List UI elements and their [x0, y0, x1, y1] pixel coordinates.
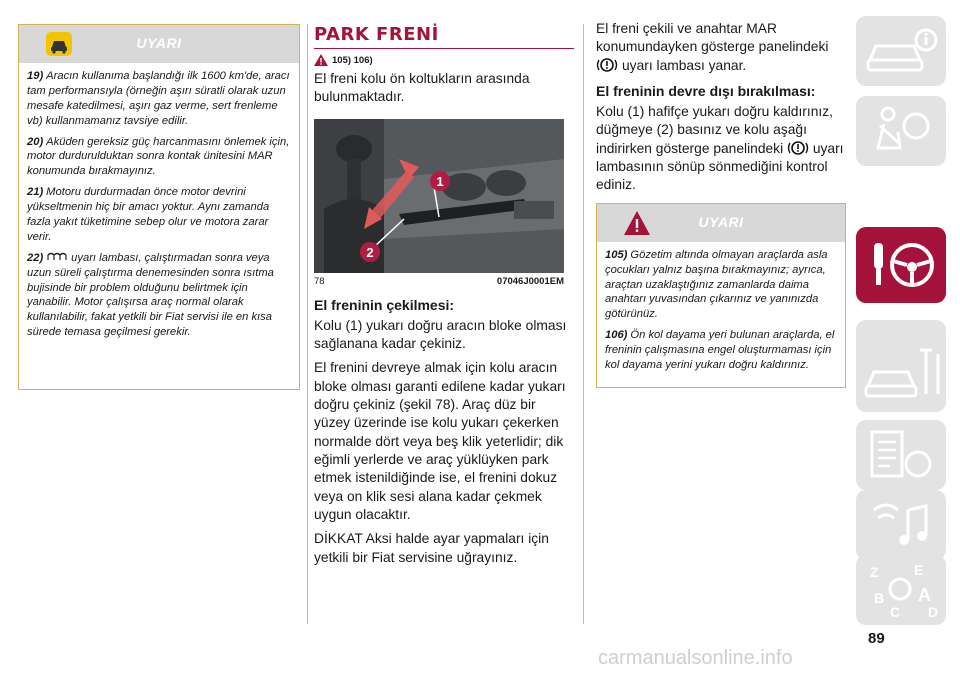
title-rule — [314, 48, 574, 49]
svg-text:D: D — [928, 604, 939, 620]
sub-heading: El freninin devre dışı bırakılması: — [596, 83, 816, 100]
body-paragraph: DİKKAT Aksi halde ayar yapmaları için yetkili bir Fiat servisine uğrayınız. — [314, 531, 549, 565]
column-divider — [307, 24, 308, 624]
intro-text: El freni kolu ön koltukların arasında bulunmaktadır. — [314, 71, 530, 105]
warning-item: 20) Aküden gereksiz güç harcanmasını önlemek için, motor durdurulduktan sonra kontak ünitesini MAR konumunda bırakmayınız. — [27, 135, 290, 178]
warning-header — [597, 204, 845, 242]
figure-code: 07046J0001EM — [496, 275, 564, 287]
body-paragraph: Kolu (1) yukarı doğru aracın bloke olması sağlanana kadar çekiniz. — [314, 317, 567, 352]
airbag-seatbelt-icon — [856, 96, 946, 166]
svg-text:A: A — [918, 585, 931, 605]
handbrake-figure — [314, 119, 564, 273]
nav-tab-index[interactable] — [856, 555, 946, 625]
warning-item: 19) Aracın kullanıma başlandığı ilk 1600 km'de, aracı tam performansıyla (örneğin aşırı süratli olarak uzun mesafe katedilmesi, aşırı gaz verme, sert frenleme vb) kullanmamanız tavsiye edilir. — [27, 70, 290, 127]
right-column — [596, 20, 846, 388]
warning-body — [19, 63, 299, 354]
warning-box-right — [596, 203, 846, 388]
nav-tab-safety[interactable] — [856, 96, 946, 166]
handbrake-illustration — [314, 119, 564, 273]
warning-header — [19, 25, 299, 63]
body-paragraph: El freni çekili ve anahtar MAR konumundayken gösterge panelindeki uyarı lambası yanar. — [596, 21, 829, 73]
warning-title: UYARI — [136, 35, 182, 51]
warning-item: 106) Ön kol dayama yeri bulunan araçlarda, el freninin çalışmasına engel oluşturmaması için kol dayama yerini yukarı doğru kaldırınız. — [605, 329, 835, 371]
nav-tab-specs[interactable] — [856, 420, 946, 490]
car-info-icon — [856, 16, 946, 86]
body-paragraph: Kolu (1) hafifçe yukarı doğru kaldırınız, düğmeye (2) basınız ve kolu aşağı indirirken gösterge panelindeki uyarı lambasının sönüp sönmediğini kontrol ediniz. — [596, 104, 844, 193]
brake-warning-icon — [596, 57, 618, 73]
body-paragraph: El frenini devreye almak için kolu aracın bloke olması garanti edilene kadar yukarı doğru çekiniz (şekil 78). Araç düz bir yüzey üzerinde ise kolu yukarı çekerken normalde dört veya beş klik yeterlidir; dik eğimli yerlerde ve araç yüklüyken park etmek istenildiğinde ise, el frenini dokuz veya on klik sesi alana kadar çekmek uygun olacaktır. — [314, 360, 566, 523]
warning-body — [597, 242, 845, 387]
sub-heading: El freninin çekilmesi: — [314, 296, 455, 313]
key-steering-wheel-icon — [856, 227, 946, 303]
brake-warning-icon — [787, 140, 809, 156]
svg-text:B: B — [874, 590, 885, 606]
warning-title: UYARI — [698, 213, 744, 230]
media-music-icon — [856, 490, 946, 560]
glow-plug-icon — [46, 251, 68, 262]
column-divider — [583, 24, 584, 624]
nav-tab-service[interactable] — [856, 332, 946, 412]
section-title: PARK FRENİ — [314, 24, 439, 45]
nav-tab-driving[interactable] — [856, 227, 946, 303]
svg-text:C: C — [890, 604, 901, 620]
figure-number: 78 — [314, 275, 325, 287]
warning-item: 21) Motoru durdurmadan önce motor devrini yükseltmenin hiç bir amacı yoktur. Aynı zamanda fazla yakıt tüketimine sebep olur ve motora zarar verir. — [27, 186, 270, 243]
warning-refs: 105) 106) — [314, 54, 574, 66]
svg-text:E: E — [914, 562, 924, 578]
figure-label-2: 2 — [366, 244, 374, 260]
warning-triangle-icon — [314, 54, 328, 66]
figure-label-1: 1 — [436, 173, 444, 189]
service-list-icon — [856, 420, 946, 490]
index-az-icon — [856, 555, 946, 625]
nav-tab-car-info[interactable] — [856, 16, 946, 86]
watermark: carmanualsonline.info — [598, 647, 793, 669]
middle-column — [314, 24, 574, 573]
page-number: 89 — [868, 630, 885, 647]
warning-item: 22) uyarı lambası, çalıştırmadan sonra veya uzun süreli çalıştırma denemesinden sonra ısıtma bujisinde bir problem olduğunu belirtmek için yanabilir. Motor çalışırsa araç normal olarak kullanılabilir, fakat yetkili bir Fiat servisi ile en kısa sürede temasa geçilmesi gerekir. — [27, 251, 274, 339]
warning-item: 105) Gözetim altında olmayan araçlarda asla çocukları yalnız başına bırakmayınız; ayrıca, araçtan uzaklaştığınız zamanlarda daima anahtarı yuvasından çıkarınız ve yanınızda götürünüz. — [605, 248, 828, 321]
car-tools-icon — [856, 332, 946, 412]
nav-tab-multimedia[interactable] — [856, 490, 946, 560]
svg-text:Z: Z — [870, 564, 879, 580]
figure-caption — [314, 276, 564, 287]
warning-box-left — [18, 24, 300, 390]
